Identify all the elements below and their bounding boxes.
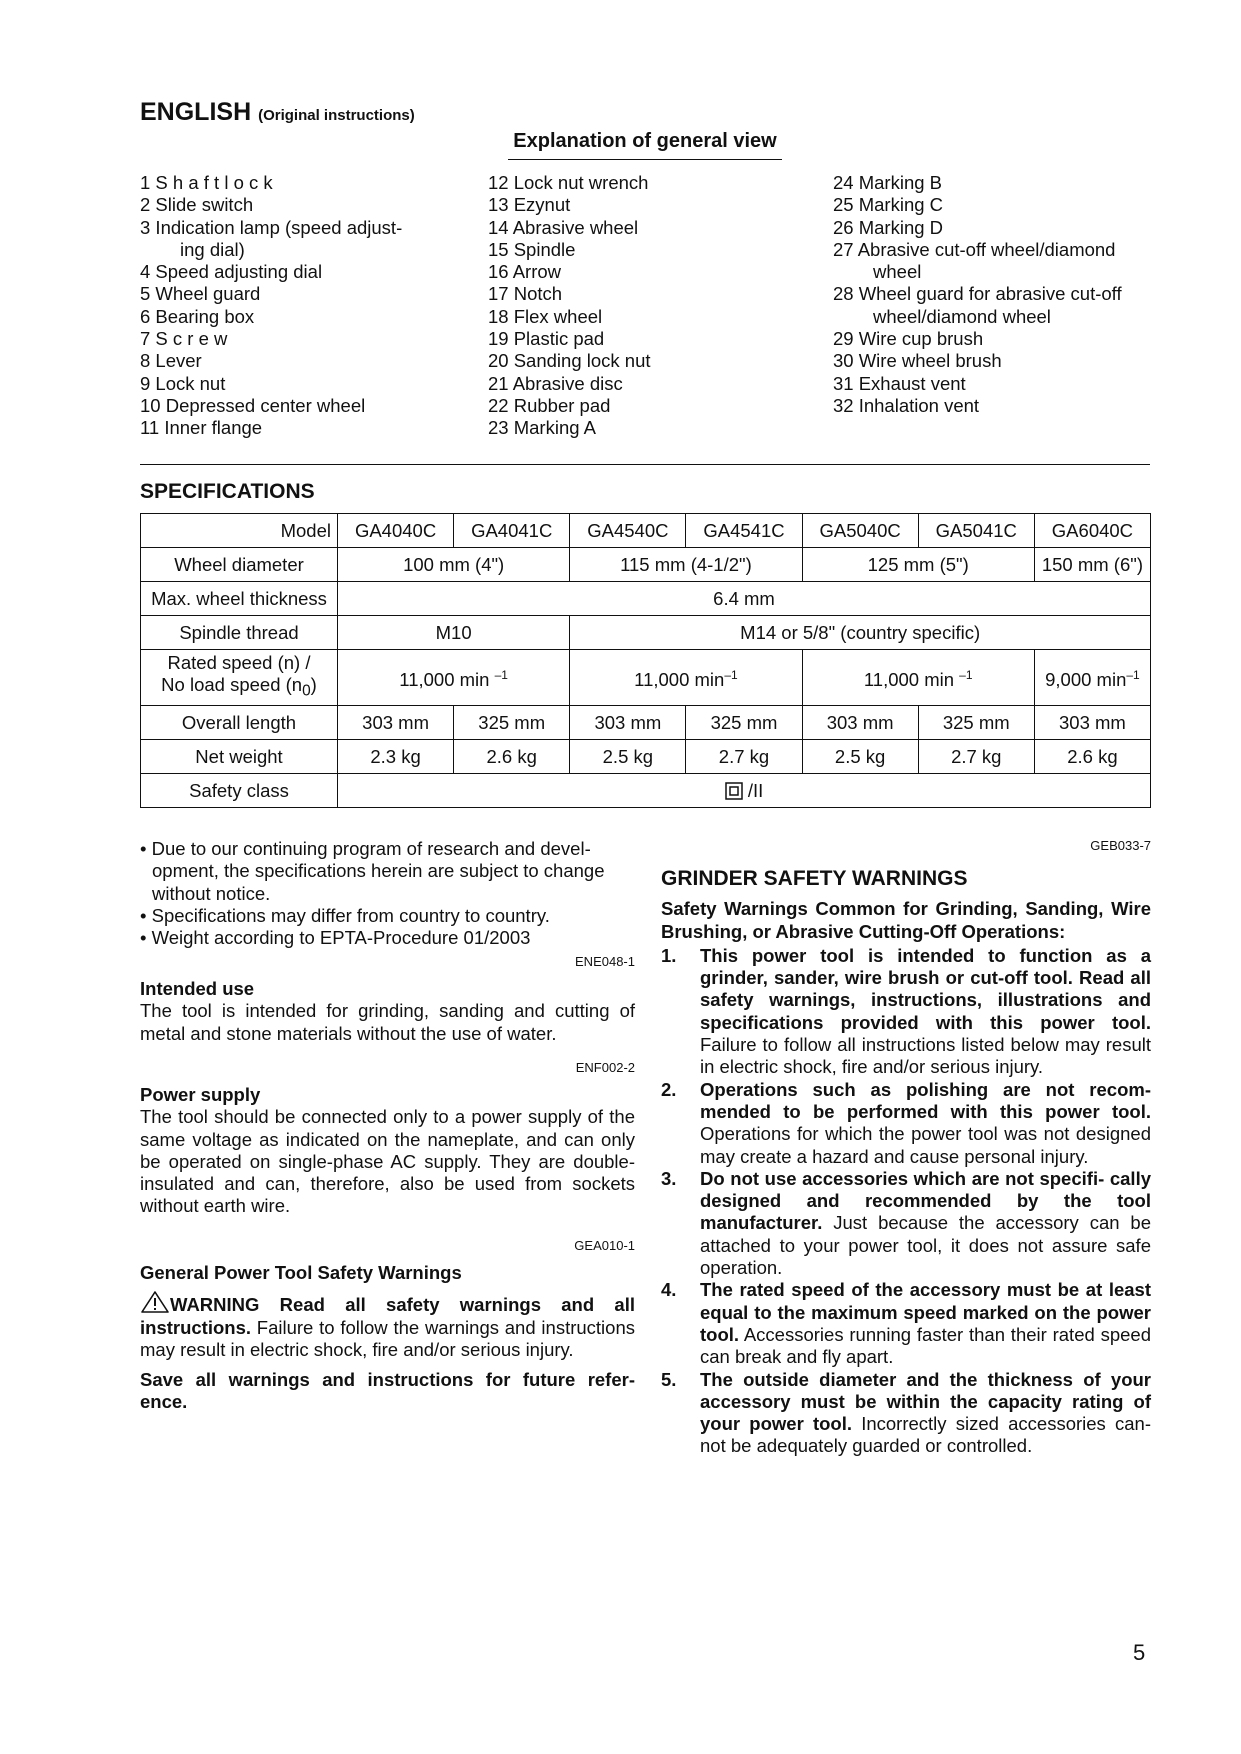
table-row bbox=[141, 774, 1151, 808]
table-row bbox=[141, 706, 1151, 740]
item-text bbox=[700, 945, 1151, 1079]
weight-cell: 2.5 kg bbox=[802, 740, 918, 774]
model-cell: GA5041C bbox=[918, 514, 1034, 548]
list-item: 19 Plastic pad bbox=[488, 328, 605, 350]
list-item: 3 Indication lamp (speed adjust- bbox=[140, 216, 403, 238]
item-number: 2. bbox=[661, 1078, 677, 1100]
list-item: 11 Inner flange bbox=[140, 417, 263, 439]
list-item: 10 Depressed center wheel bbox=[140, 394, 366, 416]
list-item: 22 Rubber pad bbox=[488, 394, 611, 416]
list-item: 12 Lock nut wrench bbox=[488, 172, 649, 193]
spindle-label: Spindle thread bbox=[141, 616, 338, 650]
doc-code: ENF002-2 bbox=[575, 1060, 635, 1075]
item-bold-text: This power tool is intended to function as a grinder, sander, wire brush or cut-off tool. Read all safety warnings, instructions, illustrations and specifications provided with this power tool. bbox=[700, 944, 1151, 1033]
page-number: 5 bbox=[1133, 1640, 1146, 1665]
speed-unit: –1 bbox=[1126, 667, 1140, 682]
list-item: 20 Sanding lock nut bbox=[488, 350, 651, 372]
model-cell: GA4041C bbox=[454, 514, 570, 548]
item-bold-text: The rated speed of the accessory must be at least equal to the maximum speed marked on the power tool. bbox=[700, 1279, 1151, 1345]
speed-cell bbox=[570, 650, 802, 706]
item-rest-text: Accessories running faster than their rated speed can break and fly apart. bbox=[700, 1323, 1151, 1368]
list-item: wheel/diamond wheel bbox=[873, 305, 1051, 327]
list-item: 24 Marking B bbox=[833, 172, 942, 193]
list-item: 14 Abrasive wheel bbox=[488, 216, 639, 238]
list-item: 31 Exhaust vent bbox=[833, 372, 966, 394]
speed-label-text: No load speed (n bbox=[161, 674, 303, 696]
length-cell: 303 mm bbox=[570, 706, 686, 740]
speed-cell bbox=[338, 650, 570, 706]
list-item: 15 Spindle bbox=[488, 238, 576, 260]
speed-value: 11,000 min bbox=[863, 669, 955, 691]
list-item bbox=[661, 945, 1151, 1079]
item-rest-text: Just because the accessory can be attached to your power tool, it does not assure safe operation. bbox=[700, 1212, 1151, 1279]
general-warnings-section bbox=[140, 1262, 635, 1414]
double-insulation-icon bbox=[725, 782, 743, 800]
list-item: 2 Slide switch bbox=[140, 194, 254, 216]
general-warnings-title: General Power Tool Safety Warnings bbox=[140, 1262, 462, 1283]
table-row bbox=[141, 616, 1151, 650]
speed-label bbox=[141, 650, 338, 706]
speed-unit: –1 bbox=[724, 667, 738, 682]
item-text bbox=[700, 1079, 1151, 1168]
list-item: 28 Wheel guard for abrasive cut-off bbox=[833, 283, 1122, 305]
item-bold-text: Do not use accessories which are not specifi- cally designed and recommended by the tool manufacturer. bbox=[700, 1167, 1151, 1234]
safety-value: /II bbox=[747, 779, 764, 801]
weight-cell: 2.6 kg bbox=[454, 740, 570, 774]
speed-value: 9,000 min bbox=[1045, 669, 1127, 691]
length-label: Overall length bbox=[141, 706, 338, 740]
list-item: 1 S h a f t l o c k bbox=[140, 172, 273, 193]
weight-cell: 2.7 kg bbox=[686, 740, 802, 774]
list-item: 32 Inhalation vent bbox=[833, 394, 980, 416]
wheel-cell: 115 mm (4-1/2") bbox=[570, 548, 802, 582]
table-row bbox=[141, 650, 1151, 706]
item-rest-text: Failure to follow all instructions listed below may result in electric shock, fire and/or serious injury. bbox=[700, 1034, 1151, 1078]
model-cell: GA4040C bbox=[338, 514, 454, 548]
spec-notes bbox=[140, 838, 635, 949]
list-item: 29 Wire cup brush bbox=[833, 328, 984, 350]
list-item: wheel bbox=[873, 261, 922, 283]
parts-list-col3 bbox=[833, 172, 1163, 417]
length-cell: 325 mm bbox=[454, 706, 570, 740]
model-cell: GA4541C bbox=[686, 514, 802, 548]
warning-paragraph bbox=[140, 1290, 635, 1361]
specifications-title: SPECIFICATIONS bbox=[140, 480, 315, 503]
language-sub: (Original instructions) bbox=[258, 107, 415, 124]
wheel-cell: 100 mm (4") bbox=[338, 548, 570, 582]
warning-triangle-icon bbox=[140, 1290, 170, 1314]
speed-cell bbox=[1034, 650, 1150, 706]
wheel-cell: 150 mm (6") bbox=[1034, 548, 1150, 582]
power-supply-title: Power supply bbox=[140, 1084, 261, 1105]
speed-value: 11,000 min bbox=[634, 669, 725, 691]
model-cell: GA5040C bbox=[802, 514, 918, 548]
speed-unit: –1 bbox=[959, 667, 973, 682]
list-item: 27 Abrasive cut-off wheel/diamond bbox=[833, 238, 1116, 260]
item-rest-text: Incorrectly sized accessories can- not be adequately guarded or controlled. bbox=[700, 1413, 1151, 1457]
grinder-safety-subtitle: Safety Warnings Common for Grinding, Sanding, Wire Brushing, or Abrasive Cutting-Off Operations: bbox=[661, 898, 1151, 942]
warning-text: Failure to follow the warnings and instructions may result in electric shock, fire and/or serious injury. bbox=[140, 1316, 635, 1360]
item-bold-text: Operations such as polishing are not recom- mended to be performed with this power tool. bbox=[700, 1078, 1151, 1122]
item-bold-text: The outside diameter and the thickness of your accessory must be within the capacity rating of your power tool. bbox=[700, 1368, 1151, 1435]
parts-list-col2 bbox=[488, 172, 818, 440]
warning-bold-text: WARNING Read all safety warnings and all instructions. bbox=[140, 1294, 635, 1338]
note-item: • Due to our continuing program of research and devel- opment, the specifications herein are subject to change without notice. bbox=[140, 838, 605, 904]
weight-cell: 2.5 kg bbox=[570, 740, 686, 774]
table-row bbox=[141, 514, 1151, 548]
item-number: 5. bbox=[661, 1368, 677, 1390]
weight-label: Net weight bbox=[141, 740, 338, 774]
speed-label-close: ) bbox=[310, 674, 317, 696]
item-number: 4. bbox=[661, 1279, 677, 1301]
length-cell: 325 mm bbox=[918, 706, 1034, 740]
spindle-cell: M10 bbox=[338, 616, 570, 650]
power-supply-section bbox=[140, 1084, 635, 1218]
model-cell: GA4540C bbox=[570, 514, 686, 548]
model-cell: GA6040C bbox=[1034, 514, 1150, 548]
length-cell: 303 mm bbox=[802, 706, 918, 740]
list-item: 16 Arrow bbox=[488, 261, 562, 283]
list-item: 9 Lock nut bbox=[140, 372, 226, 394]
thickness-label: Max. wheel thickness bbox=[141, 582, 338, 616]
speed-label-line1: Rated speed (n) / bbox=[167, 652, 311, 674]
item-number: 3. bbox=[661, 1167, 677, 1189]
weight-cell: 2.6 kg bbox=[1034, 740, 1150, 774]
specifications-table bbox=[140, 513, 1151, 808]
list-item bbox=[661, 1369, 1151, 1458]
wheel-label: Wheel diameter bbox=[141, 548, 338, 582]
speed-label-line2 bbox=[143, 674, 335, 703]
list-item: 7 S c r e w bbox=[140, 328, 228, 350]
weight-cell: 2.7 kg bbox=[918, 740, 1034, 774]
wheel-cell: 125 mm (5") bbox=[802, 548, 1034, 582]
list-item: 13 Ezynut bbox=[488, 194, 571, 216]
item-text bbox=[700, 1279, 1151, 1368]
doc-code: ENE048-1 bbox=[575, 954, 635, 969]
model-label: Model bbox=[141, 514, 338, 548]
section-divider bbox=[140, 464, 1150, 465]
intended-use-section bbox=[140, 978, 635, 1045]
item-text bbox=[700, 1369, 1151, 1458]
parts-list-col1 bbox=[140, 172, 488, 440]
list-item bbox=[661, 1079, 1151, 1168]
speed-value: 11,000 min bbox=[399, 669, 490, 691]
list-item: 25 Marking C bbox=[833, 194, 944, 216]
grinder-safety-section bbox=[661, 868, 1151, 1458]
item-rest-text: Operations for which the power tool was not designed may create a hazard and cause personal injury. bbox=[700, 1123, 1151, 1167]
list-item: 18 Flex wheel bbox=[488, 305, 603, 327]
item-number: 1. bbox=[661, 944, 677, 966]
list-item: 30 Wire wheel brush bbox=[833, 350, 1002, 372]
explanation-title: Explanation of general view bbox=[508, 130, 782, 160]
list-item: 5 Wheel guard bbox=[140, 283, 261, 305]
speed-cell bbox=[802, 650, 1034, 706]
grinder-safety-title: GRINDER SAFETY WARNINGS bbox=[661, 867, 968, 890]
list-item: 4 Speed adjusting dial bbox=[140, 261, 323, 283]
note-item: • Weight according to EPTA-Procedure 01/2003 bbox=[140, 927, 531, 949]
length-cell: 325 mm bbox=[686, 706, 802, 740]
safety-label: Safety class bbox=[141, 774, 338, 808]
note-item: • Specifications may differ from country to country. bbox=[140, 904, 550, 926]
intended-use-title: Intended use bbox=[140, 978, 255, 999]
intended-use-text: The tool is intended for grinding, sanding and cutting of metal and stone materials without the use of water. bbox=[140, 1000, 635, 1044]
power-supply-text: The tool should be connected only to a power supply of the same voltage as indicated on the nameplate, and can only be operated on single-phase AC supply. They are double-insulated and can, therefore, also be used from sockets without earth wire. bbox=[140, 1106, 635, 1217]
list-item: 6 Bearing box bbox=[140, 305, 255, 327]
length-cell: 303 mm bbox=[1034, 706, 1150, 740]
doc-code: GEB033-7 bbox=[1090, 838, 1151, 853]
list-item: 23 Marking A bbox=[488, 417, 596, 439]
doc-code: GEA010-1 bbox=[574, 1238, 635, 1253]
list-item: 8 Lever bbox=[140, 350, 202, 372]
table-row bbox=[141, 582, 1151, 616]
speed-label-sub: 0 bbox=[302, 682, 311, 700]
item-text bbox=[700, 1168, 1151, 1279]
length-cell: 303 mm bbox=[338, 706, 454, 740]
list-item: ing dial) bbox=[180, 238, 245, 260]
table-row bbox=[141, 548, 1151, 582]
language-heading bbox=[140, 98, 415, 127]
weight-cell: 2.3 kg bbox=[338, 740, 454, 774]
safety-cell bbox=[338, 774, 1151, 808]
thickness-cell: 6.4 mm bbox=[338, 582, 1151, 616]
list-item bbox=[661, 1279, 1151, 1368]
speed-unit: –1 bbox=[494, 667, 508, 682]
language-label: ENGLISH bbox=[140, 98, 252, 126]
list-item: 21 Abrasive disc bbox=[488, 372, 623, 394]
list-item bbox=[661, 1168, 1151, 1279]
spindle-cell: M14 or 5/8" (country specific) bbox=[570, 616, 1151, 650]
list-item: 26 Marking D bbox=[833, 216, 944, 238]
save-instructions: Save all warnings and instructions for future refer- ence. bbox=[140, 1369, 635, 1413]
table-row bbox=[141, 740, 1151, 774]
list-item: 17 Notch bbox=[488, 283, 563, 305]
